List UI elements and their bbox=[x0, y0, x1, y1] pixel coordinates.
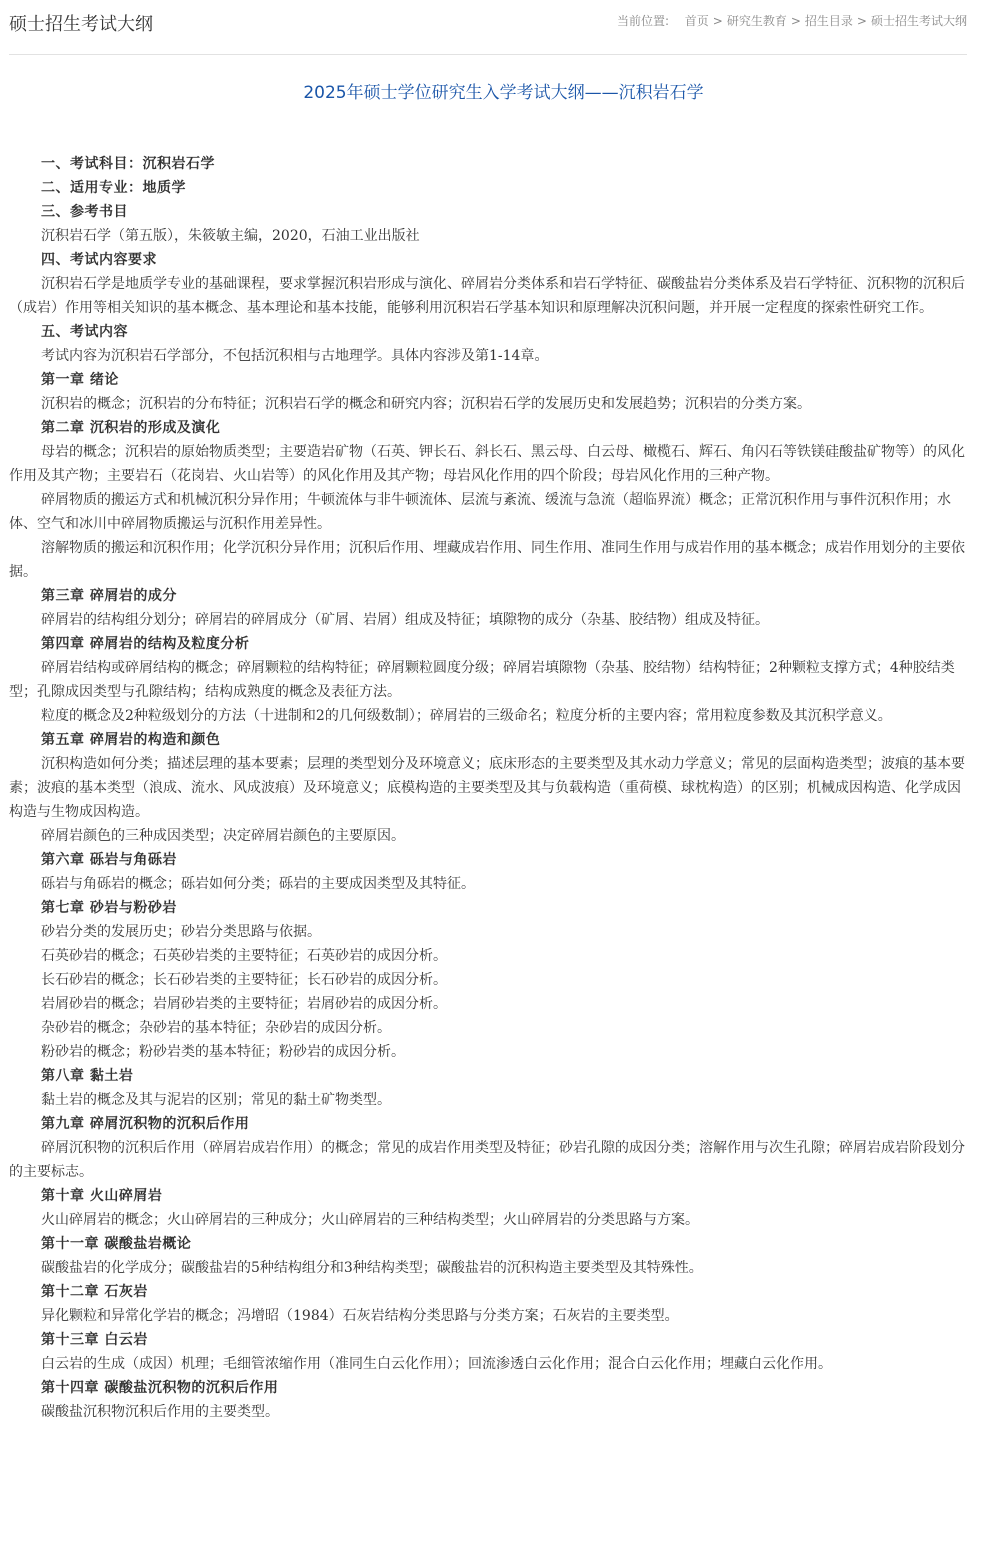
article-title: 2025年硕士学位研究生入学考试大纲——沉积岩石学 bbox=[303, 83, 704, 103]
section-heading: 第十四章 碳酸盐沉积物的沉积后作用 bbox=[41, 1380, 279, 1396]
body-paragraph: 粒度的概念及2种粒级划分的方法（十进制和2的几何级数制）；碎屑岩的三级命名；粒度分析的主要内容；常用粒度参数及其沉积学意义。 bbox=[41, 708, 892, 724]
body-paragraph: 杂砂岩的概念；杂砂岩的基本特征；杂砂岩的成因分析。 bbox=[41, 1020, 391, 1036]
body-paragraph: 碎屑岩颜色的三种成因类型；决定碎屑岩颜色的主要原因。 bbox=[41, 828, 405, 844]
section-heading: 第十三章 白云岩 bbox=[41, 1332, 148, 1348]
section-heading: 第十二章 石灰岩 bbox=[41, 1284, 148, 1300]
section-heading: 第七章 砂岩与粉砂岩 bbox=[41, 900, 177, 916]
body-paragraph: 碳酸盐沉积物沉积后作用的主要类型。 bbox=[41, 1404, 279, 1420]
breadcrumb-home[interactable]: 首页 bbox=[684, 14, 709, 28]
section-heading: 第二章 沉积岩的形成及演化 bbox=[41, 420, 221, 436]
body-paragraph: 沉积岩石学（第五版），朱筱敏主编，2020，石油工业出版社 bbox=[41, 228, 420, 244]
section-heading: 第四章 碎屑岩的结构及粒度分析 bbox=[41, 636, 250, 652]
section-heading: 第五章 碎屑岩的构造和颜色 bbox=[41, 732, 221, 748]
body-paragraph: 砾岩与角砾岩的概念；砾岩如何分类；砾岩的主要成因类型及其特征。 bbox=[41, 876, 475, 892]
body-paragraph: 异化颗粒和异常化学岩的概念；冯增昭（1984）石灰岩结构分类思路与分类方案；石灰岩的主要类型。 bbox=[41, 1308, 679, 1324]
breadcrumb-separator: > bbox=[712, 14, 723, 28]
breadcrumb-graduate-education[interactable]: 研究生教育 bbox=[726, 14, 787, 28]
body-paragraph: 沉积构造如何分类；描述层理的基本要素；层理的类型划分及环境意义；底床形态的主要类型及其水动力学意义；常见的层面构造类型；波痕的基本要素；波痕的基本类型（浪成、流水、风成波痕）及环境意义；底模构造的主要类型及其与负载构造（重荷模、球枕构造）的区别；机械成因构造、化学成因构造与生物成因构造。 bbox=[9, 756, 965, 820]
body-paragraph: 沉积岩的概念；沉积岩的分布特征；沉积岩石学的概念和研究内容；沉积岩石学的发展历史和发展趋势；沉积岩的分类方案。 bbox=[41, 396, 811, 412]
breadcrumb bbox=[617, 12, 967, 29]
body-paragraph: 火山碎屑岩的概念；火山碎屑岩的三种成分；火山碎屑岩的三种结构类型；火山碎屑岩的分类思路与方案。 bbox=[41, 1212, 699, 1228]
body-paragraph: 碎屑物质的搬运方式和机械沉积分异作用；牛顿流体与非牛顿流体、层流与紊流、缓流与急流（超临界流）概念；正常沉积作用与事件沉积作用；水体、空气和冰川中碎屑物质搬运与沉积作用差异性。 bbox=[9, 492, 951, 532]
body-paragraph: 石英砂岩的概念；石英砂岩类的主要特征；石英砂岩的成因分析。 bbox=[41, 948, 447, 964]
section-heading: 第三章 碎屑岩的成分 bbox=[41, 588, 177, 604]
body-paragraph: 碎屑岩的结构组分划分；碎屑岩的碎屑成分（矿屑、岩屑）组成及特征；填隙物的成分（杂基、胶结物）组成及特征。 bbox=[41, 612, 769, 628]
section-heading: 二、适用专业：地质学 bbox=[41, 180, 186, 196]
section-title: 硕士招生考试大纲 bbox=[9, 14, 153, 35]
section-heading: 第十一章 碳酸盐岩概论 bbox=[41, 1236, 192, 1252]
body-paragraph: 考试内容为沉积岩石学部分，不包括沉积相与古地理学。具体内容涉及第1-14章。 bbox=[41, 348, 549, 364]
breadcrumb-separator: > bbox=[790, 14, 801, 28]
section-heading: 四、考试内容要求 bbox=[41, 252, 157, 268]
body-paragraph: 母岩的概念；沉积岩的原始物质类型；主要造岩矿物（石英、钾长石、斜长石、黑云母、白云母、橄榄石、辉石、角闪石等铁镁硅酸盐矿物等）的风化作用及其产物；主要岩石（花岗岩、火山岩等）的风化作用及其产物；母岩风化作用的四个阶段；母岩风化作用的三种产物。 bbox=[9, 444, 965, 484]
section-heading: 一、考试科目：沉积岩石学 bbox=[41, 156, 215, 172]
section-heading: 第一章 绪论 bbox=[41, 372, 119, 388]
body-paragraph: 沉积岩石学是地质学专业的基础课程，要求掌握沉积岩形成与演化、碎屑岩分类体系和岩石学特征、碳酸盐岩分类体系及岩石学特征、沉积物的沉积后（成岩）作用等相关知识的基本概念、基本理论和基本技能，能够利用沉积岩石学基本知识和原理解决沉积问题，并开展一定程度的探索性研究工作。 bbox=[9, 276, 965, 316]
breadcrumb-current-page[interactable]: 硕士招生考试大纲 bbox=[870, 14, 967, 28]
body-paragraph: 白云岩的生成（成因）机理；毛细管浓缩作用（准同生白云化作用）；回流渗透白云化作用；混合白云化作用；埋藏白云化作用。 bbox=[41, 1356, 832, 1372]
body-paragraph: 黏土岩的概念及其与泥岩的区别；常见的黏土矿物类型。 bbox=[41, 1092, 391, 1108]
body-paragraph: 碎屑岩结构或碎屑结构的概念；碎屑颗粒的结构特征；碎屑颗粒圆度分级；碎屑岩填隙物（杂基、胶结物）结构特征；2种颗粒支撑方式；4种胶结类型；孔隙成因类型与孔隙结构；结构成熟度的概念及表征方法。 bbox=[9, 660, 955, 700]
article-body bbox=[9, 152, 967, 1424]
section-heading: 第九章 碎屑沉积物的沉积后作用 bbox=[41, 1116, 250, 1132]
body-paragraph: 碳酸盐岩的化学成分；碳酸盐岩的5种结构组分和3种结构类型；碳酸盐岩的沉积构造主要类型及其特殊性。 bbox=[41, 1260, 703, 1276]
breadcrumb-admission-catalog[interactable]: 招生目录 bbox=[804, 14, 853, 28]
section-heading: 第八章 黏土岩 bbox=[41, 1068, 134, 1084]
body-paragraph: 碎屑沉积物的沉积后作用（碎屑岩成岩作用）的概念；常见的成岩作用类型及特征；砂岩孔隙的成因分类；溶解作用与次生孔隙；碎屑岩成岩阶段划分的主要标志。 bbox=[9, 1140, 965, 1180]
section-heading: 第六章 砾岩与角砾岩 bbox=[41, 852, 177, 868]
body-paragraph: 长石砂岩的概念；长石砂岩类的主要特征；长石砂岩的成因分析。 bbox=[41, 972, 447, 988]
body-paragraph: 粉砂岩的概念；粉砂岩类的基本特征；粉砂岩的成因分析。 bbox=[41, 1044, 405, 1060]
body-paragraph: 溶解物质的搬运和沉积作用；化学沉积分异作用；沉积后作用、埋藏成岩作用、同生作用、准同生作用与成岩作用的基本概念；成岩作用划分的主要依据。 bbox=[9, 540, 965, 580]
body-paragraph: 砂岩分类的发展历史；砂岩分类思路与依据。 bbox=[41, 924, 321, 940]
page-header bbox=[9, 0, 967, 55]
section-heading: 第十章 火山碎屑岩 bbox=[41, 1188, 163, 1204]
section-heading: 五、考试内容 bbox=[41, 324, 128, 340]
breadcrumb-label: 当前位置: bbox=[617, 14, 670, 28]
section-heading: 三、参考书目 bbox=[41, 204, 128, 220]
breadcrumb-separator: > bbox=[856, 14, 867, 28]
body-paragraph: 岩屑砂岩的概念；岩屑砂岩类的主要特征；岩屑砂岩的成因分析。 bbox=[41, 996, 447, 1012]
